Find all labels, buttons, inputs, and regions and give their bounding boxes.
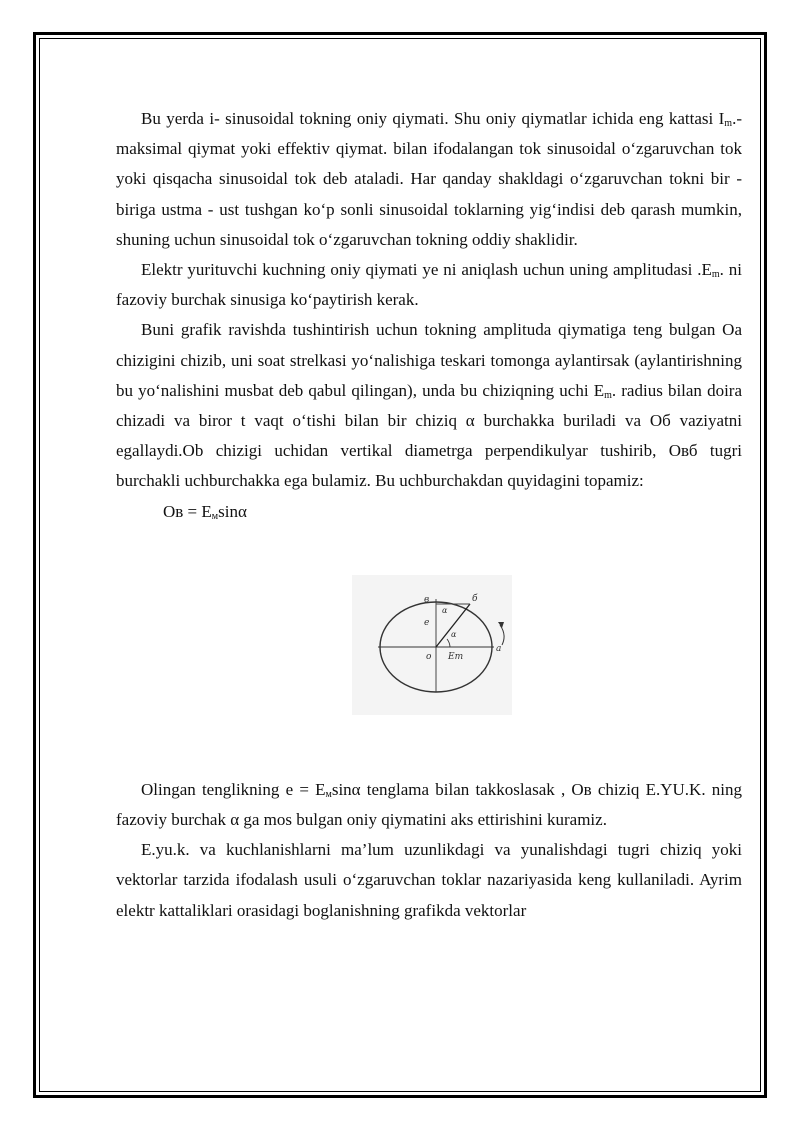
phasor-diagram — [352, 575, 512, 715]
document-body — [116, 104, 742, 926]
p3-subscript: m — [604, 389, 612, 401]
p1-text-b: .- maksimal qiymat yoki effektiv qiymat. bilan ifodalangan tok sinusoidal o‘zgaruvchan tok yoki qisqacha sinusoidal tok deb ataladi. Har qanday shakldagi o‘zgaruvchan tokni bir - biriga ustma - ust tushgan ko‘p sonli sinusoidal toklarning yig‘indisi deb qarash mumkin, shuning uchun sinusoidal tok o‘zgaruvchan tokning oddiy shaklidir. — [116, 109, 742, 249]
p2-text-b: . ni fazoviy burchak sinusiga ko‘paytirish kerak. — [116, 260, 742, 310]
formula-right: sinα — [218, 501, 247, 521]
label-o-center: о — [426, 651, 432, 662]
label-alpha-top: α — [442, 605, 448, 615]
p4-text-a: Olingan tenglikning e = E — [141, 779, 326, 799]
label-b-top: в — [424, 594, 430, 605]
paragraph-4 — [116, 775, 742, 835]
label-alpha-mid: α — [451, 629, 457, 639]
p4-subscript: м — [325, 788, 332, 800]
formula — [116, 497, 742, 527]
p3-text-b: . radius bilan doira chizadi va biror t vaqt o‘tishi bilan bir chiziq α burchakka buriladi va Oб vaziyatni egallaydi.Ob chizigi uchidan vertikal diametrga perpendikulyar tushirib, Oвб tugri burchakli uchburchakka ega bulamiz. Bu uchburchakdan quyidagini topamiz: — [116, 380, 742, 491]
phasor-figure — [116, 527, 742, 775]
label-b-right: б — [472, 593, 478, 604]
label-a-right: а — [496, 643, 502, 654]
p2-text-a: Elektr yurituvchi kuchning oniy qiymati ye ni aniqlash uchun uning amplitudasi .E — [141, 260, 712, 280]
p1-text-a: Bu yerda i- sinusoidal tokning oniy qiymati. Shu oniy qiymatlar ichida eng kattasi I — [141, 109, 725, 128]
p4-text-b: sinα tenglama bilan takkoslasak , Oв chiziq E.YU.K. ning fazoviy burchak α ga mos bulgan oniy qiymatini aks ettirishini kuramiz. — [116, 779, 742, 830]
label-e-left: е — [424, 617, 430, 628]
paragraph-3 — [116, 315, 742, 496]
formula-left: Oв = E — [163, 501, 212, 521]
figure-background — [352, 575, 512, 715]
formula-subscript: м — [211, 510, 219, 522]
label-em: Em — [448, 651, 464, 662]
p3-text-a: Buni grafik ravishda tushintirish uchun tokning amplituda qiymatiga teng bulgan Oa chizigini chizib, uni soat strelkasi yo‘nalishiga teskari tomonga aylantirsak (aylantirishning bu yo‘nalishini musbat deb qabul qilingan), unda bu chiziqning uchi E — [116, 320, 742, 400]
paragraph-1 — [116, 104, 742, 255]
p2-subscript: m — [711, 269, 720, 281]
p1-subscript: m — [724, 118, 733, 129]
paragraph-5: E.yu.k. va kuchlanishlarni ma’lum uzunlikdagi va yunalishdagi tugri chiziq yoki vektorlar tarzida ifodalash usuli o‘zgaruvchan toklar nazariyasida keng kullaniladi. Ayrim elektr kattaliklari orasidagi boglanishning grafikda vektorlar — [116, 840, 742, 920]
paragraph-2 — [116, 255, 742, 315]
